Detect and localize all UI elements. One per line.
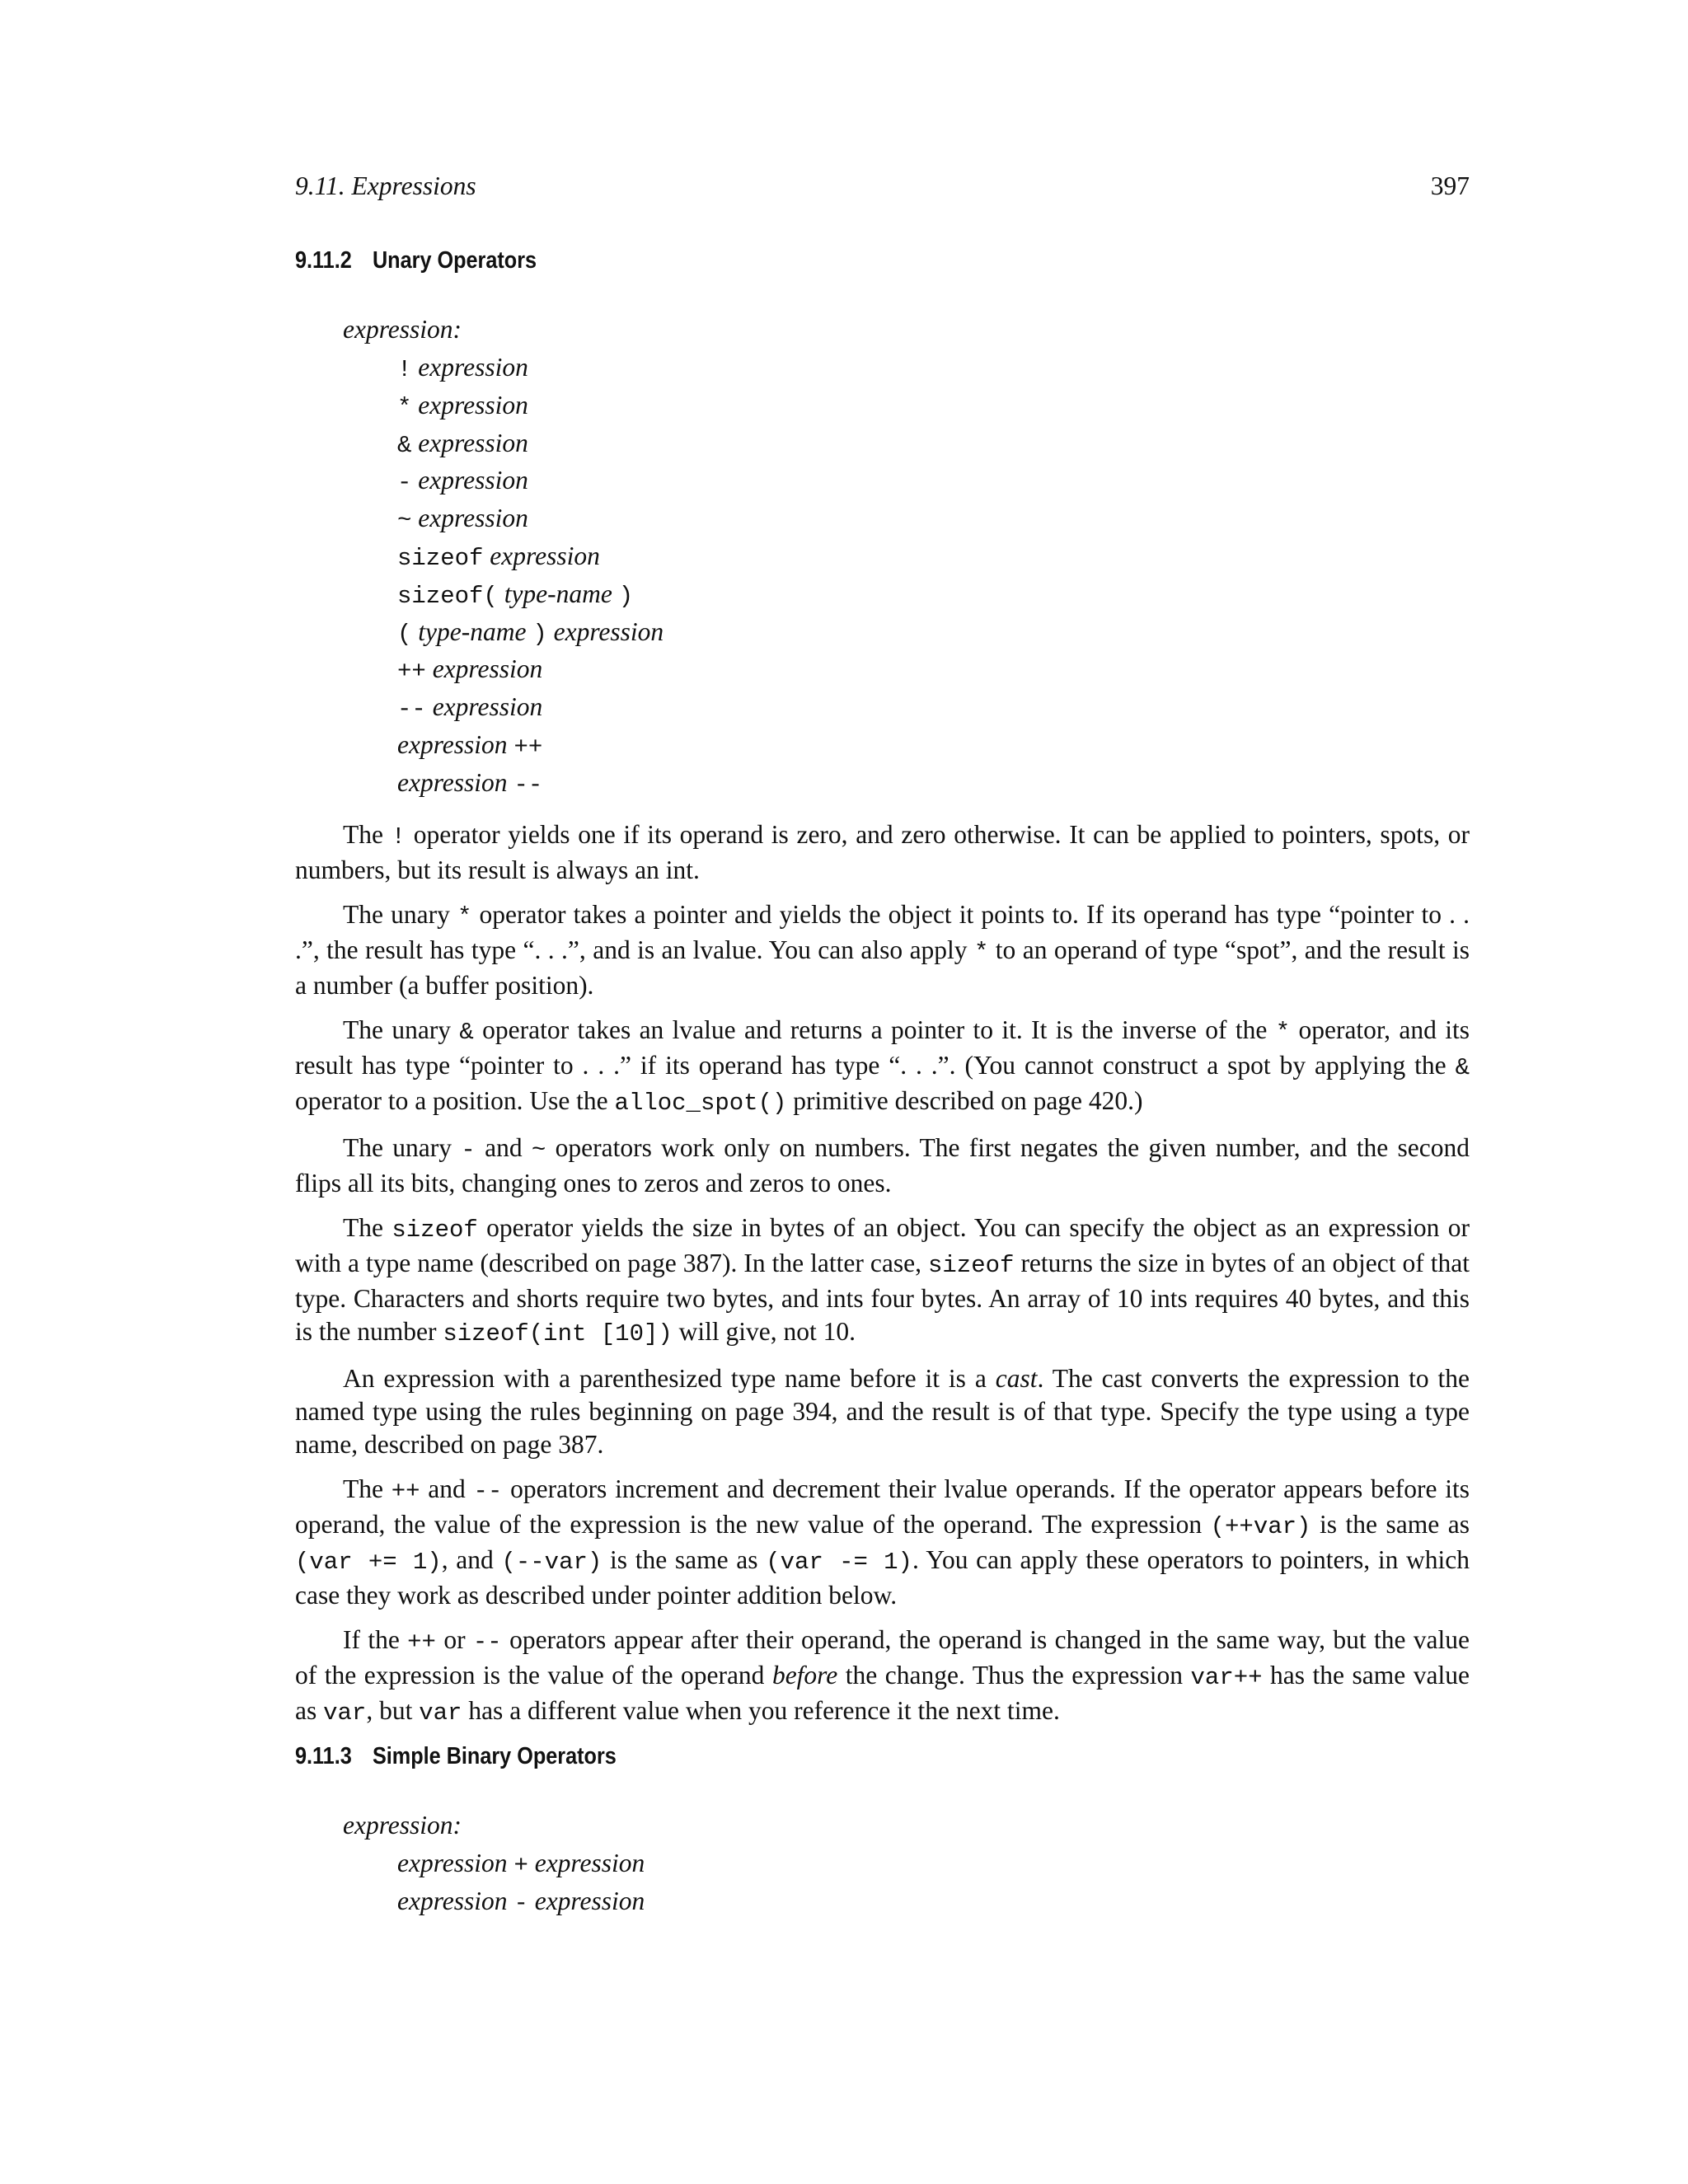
grammar-label: expression: <box>343 315 462 344</box>
section-title: Unary Operators <box>372 247 537 274</box>
section-title: Simple Binary Operators <box>372 1743 617 1769</box>
grammar-rule: -- expression <box>397 692 543 724</box>
grammar-rule: expression - expression <box>397 1886 645 1917</box>
paragraph-not-operator: The ! operator yields one if its operand is zero, and zero otherwise. It can be applied to pointers, spots, or numbers, but its result is always an int. <box>295 820 1470 884</box>
section-heading-binary <box>295 1740 617 1773</box>
binary-grammar <box>343 1807 645 1920</box>
running-header <box>295 170 1470 203</box>
page-number: 397 <box>1430 171 1470 200</box>
paragraph-negate-operators: The unary - and ~ operators work only on numbers. The first negates the given number, and the second flips all its bits, changing ones to zeros and zeros to ones. <box>295 1133 1470 1197</box>
paragraph-address-operator: The unary & operator takes an lvalue and returns a pointer to it. It is the inverse of the * operator, and its result has type “pointer to . . .” if its operand has type “. . .”. (You cannot construct a spot by applying the & operator to a position. Use the alloc_spot() primitive described on page 420.) <box>295 1015 1470 1117</box>
section-number: 9.11.3 <box>295 1743 352 1769</box>
paragraph-cast: An expression with a parenthesized type name before it is a cast. The cast converts the expression to the named type using the rules beginning on page 394, and the result is of that type. Specify the type using a type name, described on page 387. <box>295 1364 1470 1459</box>
paragraph-prefix-increment: The ++ and -- operators increment and decrement their lvalue operands. If the operator appears before its operand, the value of the expression is the new value of the operand. The expression (++var) is the same as (var += 1), and (--var) is the same as (var -= 1). You can apply these operators to pointers, in which case they work as described under pointer addition below. <box>295 1474 1470 1610</box>
running-section-title: 9.11. Expressions <box>295 171 476 200</box>
unary-grammar <box>343 311 663 802</box>
paragraph-star-operator: The unary * operator takes a pointer and yields the object it points to. If its operand has type “pointer to . . .”, the result has type “. . .”, and is an lvalue. You can also apply * to an operand of type “spot”, and the result is a number (a buffer position). <box>295 900 1470 1000</box>
grammar-rule: & expression <box>397 428 528 459</box>
grammar-rule: ++ expression <box>397 654 543 686</box>
grammar-rule: ( type-name ) expression <box>397 616 664 648</box>
paragraph-postfix-increment: If the ++ or -- operators appear after their operand, the operand is changed in the same way, but the value of the expression is the value of the operand before the change. Thus the expression var++ has the same value as var, but var has a different value when you reference it the next time. <box>295 1625 1470 1727</box>
paragraph-sizeof-operator: The sizeof operator yields the size in bytes of an object. You can specify the object as an expression or with a type name (described on page 387). In the latter case, sizeof returns the size in bytes of an object of that type. Characters and shorts require two bytes, and ints four bytes. An array of 10 ints requires 40 bytes, and this is the number sizeof(int [10]) will give, not 10. <box>295 1213 1470 1347</box>
section-heading-unary <box>295 244 537 277</box>
grammar-rule: ! expression <box>397 353 528 383</box>
grammar-rule: expression + expression <box>397 1849 645 1879</box>
section-number: 9.11.2 <box>295 247 352 274</box>
grammar-rule: expression ++ <box>397 729 543 761</box>
grammar-rule: sizeof expression <box>397 541 600 572</box>
grammar-label: expression: <box>343 1811 462 1840</box>
grammar-rule: ~ expression <box>397 504 528 535</box>
grammar-rule: * expression <box>397 390 528 421</box>
grammar-rule: sizeof( type-name ) <box>397 579 634 610</box>
unary-body-text <box>295 818 1470 1741</box>
grammar-rule: expression -- <box>397 767 543 799</box>
grammar-rule: - expression <box>397 466 528 497</box>
